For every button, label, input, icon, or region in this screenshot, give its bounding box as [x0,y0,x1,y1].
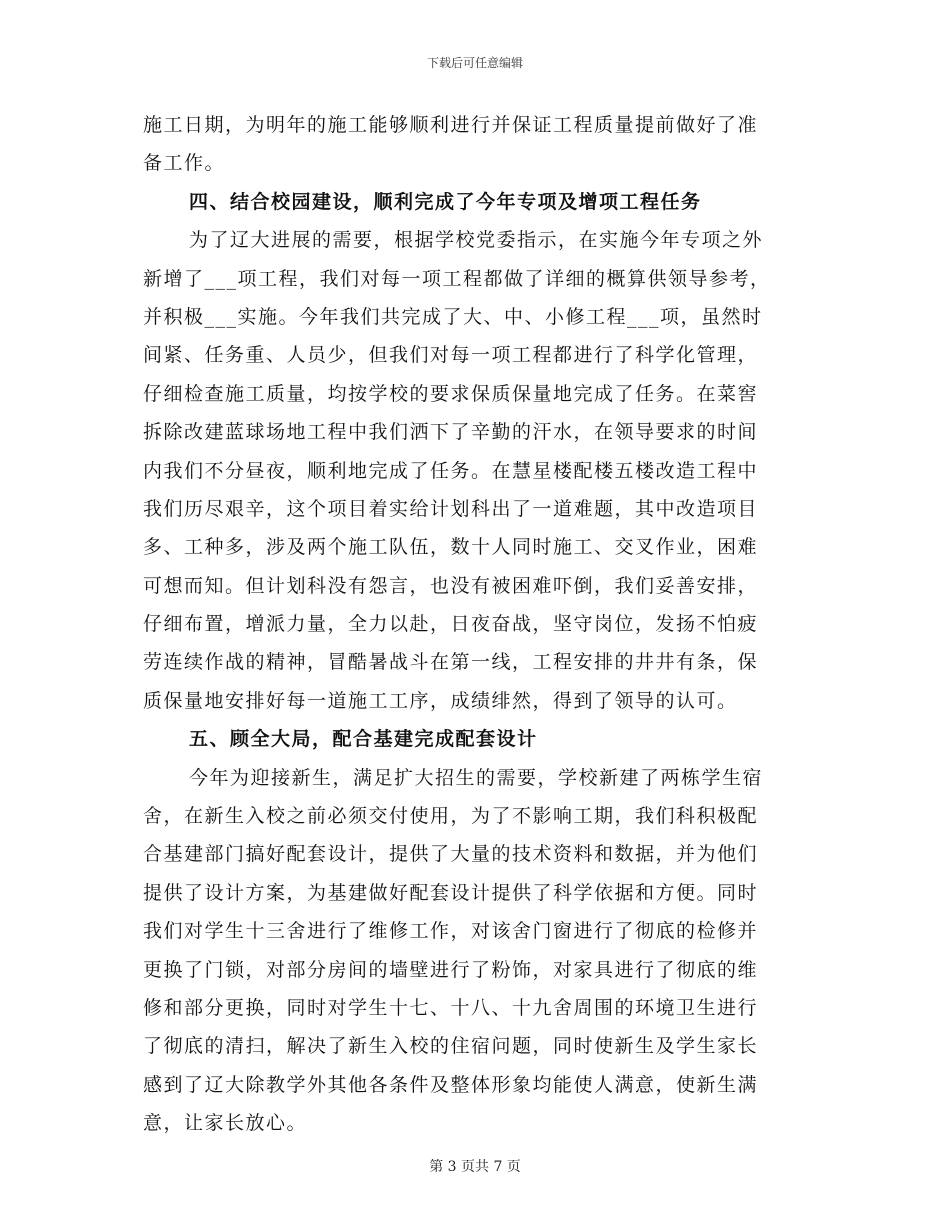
section-heading: 五、顾全大局，配合基建完成配套设计 [189,728,538,751]
paragraph-line: 内我们不分昼夜，顺利地完成了任务。在慧星楼配楼五楼改造工程中 [143,459,759,482]
paragraph-line: 更换了门锁，对部分房间的墙壁进行了粉饰，对家具进行了彻底的维 [143,958,759,981]
paragraph-line: 新增了___项工程，我们对每一项工程都做了详细的概算供领导参考， [143,267,771,290]
paragraph-line: 今年为迎接新生，满足扩大招生的需要，学校新建了两栋学生宿 [189,766,764,789]
paragraph-line: 并积极___实施。今年我们共完成了大、中、小修工程___项，虽然时 [143,305,763,328]
paragraph-line: 劳连续作战的精神，冒酷暑战斗在第一线，工程安排的井井有条，保 [143,651,759,674]
paragraph-line: 仔细检查施工质量，均按学校的要求保质保量地完成了任务。在菜窖 [143,382,759,405]
section-heading: 四、结合校园建设，顺利完成了今年专项及增项工程任务 [189,190,702,213]
paragraph-line: 质保量地安排好每一道施工工序，成绩绯然，得到了领导的认可。 [143,689,738,712]
paragraph-line: 我们对学生十三舍进行了维修工作，对该舍门窗进行了彻底的检修并 [143,920,759,943]
paragraph-line: 拆除改建蓝球场地工程中我们洒下了辛勤的汗水，在领导要求的时间 [143,421,759,444]
paragraph-line: 了彻底的清扫，解决了新生入校的住宿问题，同时使新生及学生家长 [143,1035,759,1058]
page-number: 第 3 页共 7 页 [429,1159,521,1175]
paragraph-line: 舍，在新生入校之前必须交付使用，为了不影响工期，我们科积极配 [143,805,759,828]
paragraph-line: 合基建部门搞好配套设计，提供了大量的技术资料和数据，并为他们 [143,843,759,866]
paragraph-line: 修和部分更换，同时对学生十七、十八、十九舍周围的环境卫生进行 [143,996,759,1019]
paragraph-line: 提供了设计方案，为基建做好配套设计提供了科学依据和方便。同时 [143,881,759,904]
paragraph-line: 间紧、任务重、人员少，但我们对每一项工程都进行了科学化管理， [143,344,759,367]
paragraph-line: 备工作。 [143,152,226,175]
paragraph-line: 可想而知。但计划科没有怨言，也没有被困难吓倒，我们妥善安排， [143,574,759,597]
paragraph-line: 意，让家长放心。 [143,1112,308,1135]
paragraph-line: 多、工种多，涉及两个施工队伍，数十人同时施工、交叉作业，困难 [143,536,759,559]
paragraph-line: 为了辽大进展的需要，根据学校党委指示，在实施今年专项之外 [189,229,764,252]
paragraph-line: 仔细布置，增派力量，全力以赴，日夜奋战，坚守岗位，发扬不怕疲 [143,613,759,636]
paragraph-line: 我们历尽艰辛，这个项目着实给计划科出了一道难题，其中改造项目 [143,497,759,520]
page-header: 下载后可任意编辑 [426,56,523,70]
document-body [143,106,803,1143]
paragraph-line: 施工日期，为明年的施工能够顺利进行并保证工程质量提前做好了准 [143,114,759,136]
paragraph-line: 感到了辽大除教学外其他各条件及整体形象均能使人满意，使新生满 [143,1073,759,1096]
